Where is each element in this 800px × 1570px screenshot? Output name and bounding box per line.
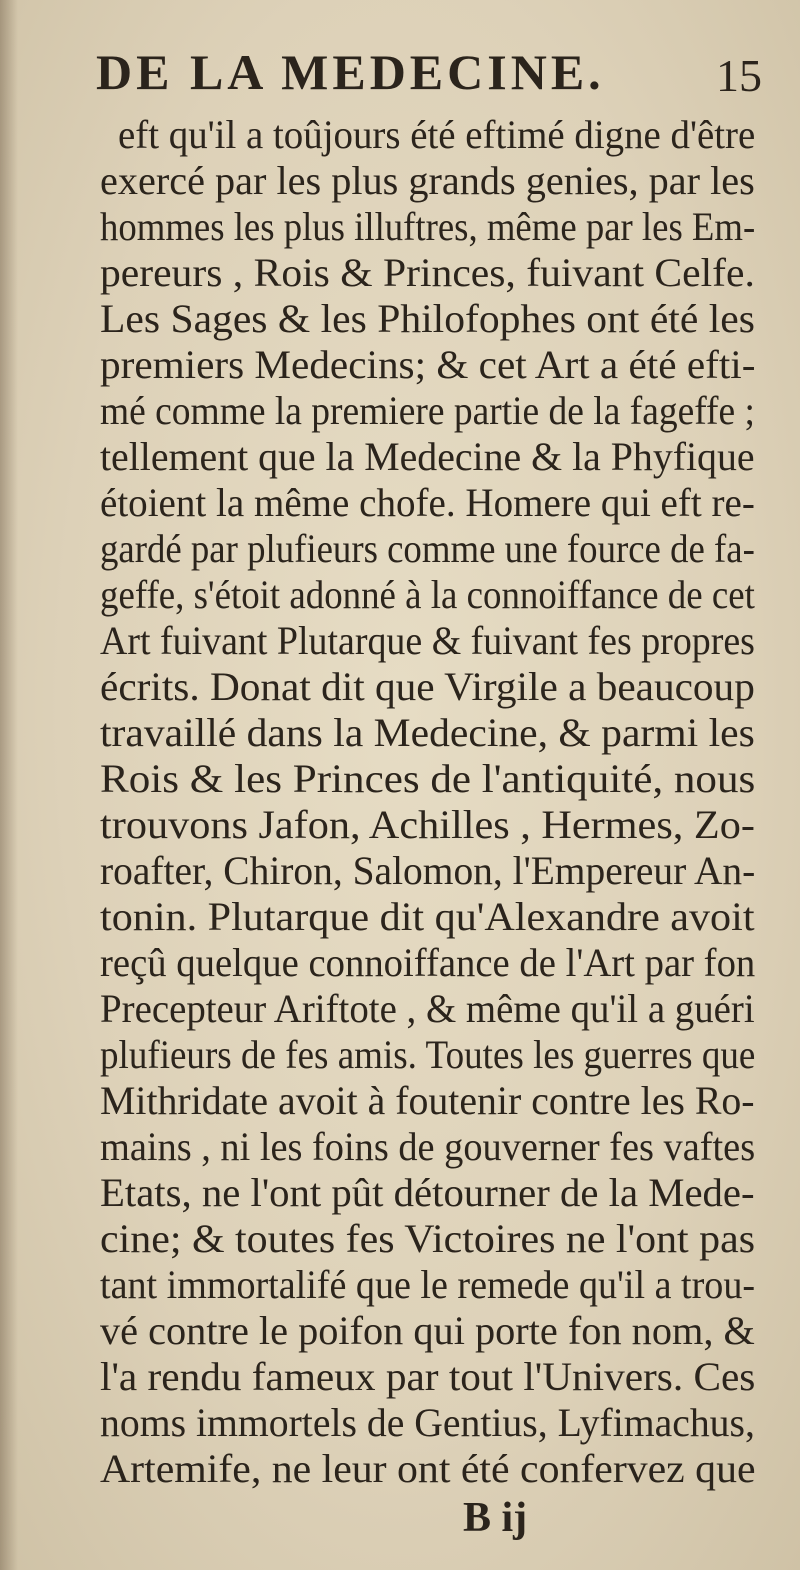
- text-line: trouvons Jafon, Achilles , Hermes, Zo-: [100, 803, 755, 847]
- page-gutter-shadow: [0, 0, 18, 1570]
- text-line: Rois & les Princes de l'antiquité, nous: [100, 757, 756, 801]
- text-line: noms immortels de Gentius, Lyfimachus,: [100, 1401, 755, 1445]
- text-line: pereurs , Rois & Princes, fuivant Celfe.: [100, 251, 755, 295]
- text-line: geffe, s'étoit adonné à la connoiffance de cet: [100, 573, 755, 617]
- text-line: Artemife, ne leur ont été confervez que: [100, 1447, 756, 1491]
- signature-mark: B ij: [463, 1495, 528, 1541]
- text-line: plufieurs de fes amis. Toutes les guerres que: [100, 1033, 756, 1077]
- text-line: premiers Medecins; & cet Art a été efti-: [100, 343, 756, 387]
- running-head-title: DE LA MEDECINE.: [96, 44, 605, 100]
- text-line: exercé par les plus grands genies, par les: [100, 159, 755, 203]
- text-line: mains , ni les foins de gouverner fes vaftes: [100, 1125, 756, 1169]
- text-line: vé contre le poifon qui porte fon nom, &: [100, 1309, 755, 1353]
- text-line: eft qu'il a toûjours été eftimé digne d'être: [118, 113, 756, 157]
- text-line: cine; & toutes fes Victoires ne l'ont pas: [100, 1217, 756, 1261]
- text-line: étoient la même chofe. Homere qui eft re-: [100, 481, 755, 525]
- text-line: Les Sages & les Philofophes ont été les: [100, 297, 755, 341]
- page-header: [0, 42, 800, 112]
- text-line: Mithridate avoit à foutenir contre les Ro-: [100, 1079, 755, 1123]
- text-line: l'a rendu fameux par tout l'Univers. Ces: [100, 1355, 756, 1399]
- text-line: hommes les plus illuftres, même par les Em-: [100, 205, 756, 249]
- text-line: Precepteur Ariftote , & même qu'il a guéri: [100, 987, 755, 1031]
- text-line: mé comme la premiere partie de la fageffe ;: [100, 389, 755, 433]
- text-line: Art fuivant Plutarque & fuivant fes propres: [100, 619, 755, 663]
- text-line: travaillé dans la Medecine, & parmi les: [100, 711, 755, 755]
- text-line: écrits. Donat dit que Virgile a beaucoup: [100, 665, 755, 709]
- text-line: gardé par plufieurs comme une fource de fa-: [100, 527, 755, 571]
- text-line: roafter, Chiron, Salomon, l'Empereur An-: [100, 849, 756, 893]
- text-line: tonin. Plutarque dit qu'Alexandre avoit: [100, 895, 755, 939]
- page-number: 15: [716, 50, 762, 101]
- text-line: tant immortalifé que le remede qu'il a trou-: [100, 1263, 756, 1307]
- text-line: reçû quelque connoiffance de l'Art par fon: [100, 941, 756, 985]
- text-line: tellement que la Medecine & la Phyfique: [100, 435, 755, 479]
- text-line: Etats, ne l'ont pût détourner de la Mede-: [100, 1171, 755, 1215]
